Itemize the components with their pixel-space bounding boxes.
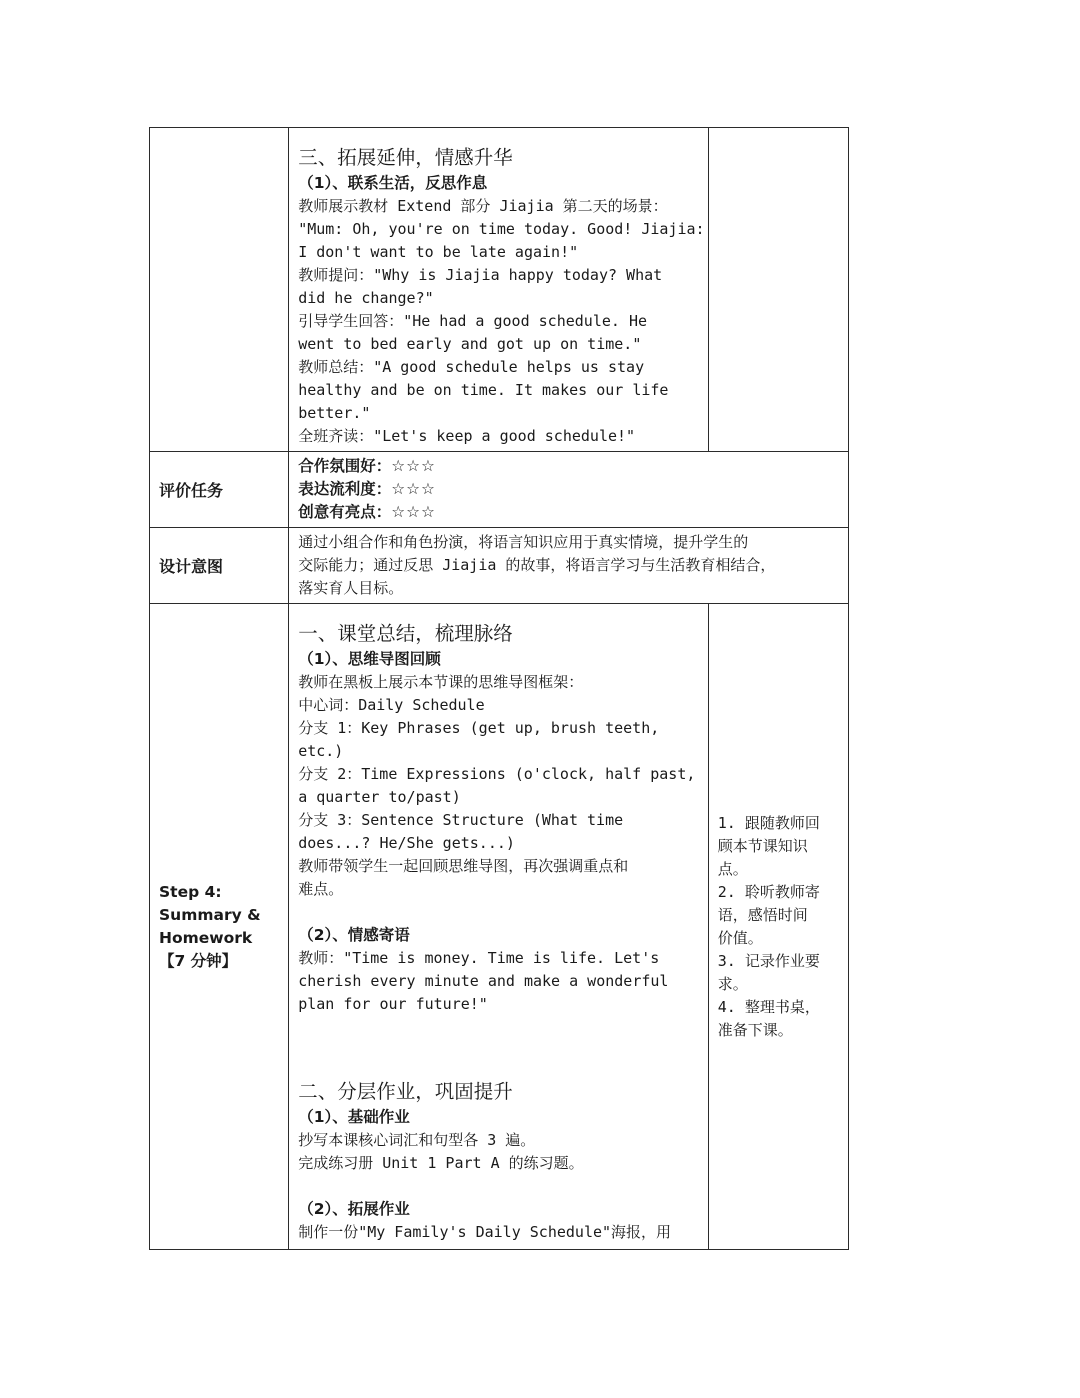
evaluation-item [298, 455, 840, 478]
text-line: a quarter to/past) [298, 788, 461, 806]
step-label-line: Step 4: [159, 882, 222, 901]
evaluation-row [150, 452, 849, 528]
evaluation-item [298, 478, 840, 501]
student-text-line: 顾本节课知识 [717, 836, 808, 855]
star-rating-icon: ☆☆☆ [391, 503, 436, 521]
step-label-line: 【7 分钟】 [159, 951, 238, 970]
evaluation-criterion: 创意有亮点： [298, 503, 392, 521]
text-line: 教师展示教材 Extend 部分 Jiajia 第二天的场景： [298, 197, 668, 215]
student-text-line: 点。 [717, 859, 748, 878]
text-line: plan for our future!" [298, 995, 488, 1013]
student-activity-text [709, 812, 848, 1042]
text-line: 中心词：Daily Schedule [298, 696, 485, 714]
text-line: 教师在黑板上展示本节课的思维导图框架： [298, 673, 584, 691]
evaluation-content-cell [289, 452, 849, 528]
step-activity-cell [289, 604, 709, 1250]
text-line: 分支 3：Sentence Structure (What time [298, 811, 624, 829]
empty-step-cell [150, 128, 289, 452]
extended-homework-subtitle: （2）、拓展作业 [298, 1200, 410, 1218]
student-text-line: 4. 整理书桌， [717, 997, 820, 1016]
text-line: 落实育人目标。 [298, 579, 404, 597]
text-line: 全班齐读："Let's keep a good schedule!" [298, 427, 636, 445]
text-line: 教师："Time is money. Time is life. Let's [298, 949, 660, 967]
homework-heading: 二、分层作业，巩固提升 [298, 1080, 513, 1103]
lesson-plan-table [149, 127, 849, 1250]
evaluation-criterion: 合作氛围好： [298, 457, 392, 475]
step-label [150, 881, 288, 973]
design-label: 设计意图 [159, 557, 224, 576]
student-text-line: 1. 跟随教师回 [717, 813, 820, 832]
design-text [289, 528, 848, 600]
basic-homework-text [298, 1129, 700, 1175]
text-line: 难点。 [298, 880, 344, 898]
step-label-line: Homework [159, 928, 253, 947]
text-line: "Mum: Oh, you're on time today. Good! Jiajia: [298, 220, 705, 238]
design-content-cell [289, 528, 849, 604]
text-line: 教师总结："A good schedule helps us stay [298, 358, 645, 376]
student-text-line: 价值。 [717, 928, 763, 947]
text-line: does...? He/She gets...) [298, 834, 515, 852]
design-row [150, 528, 849, 604]
step4-row [150, 604, 849, 1250]
step-label-line: Summary & [159, 905, 261, 924]
text-line: 教师带领学生一起回顾思维导图，再次强调重点和 [298, 857, 629, 875]
evaluation-criterion: 表达流利度： [298, 480, 392, 498]
message-subtitle: （2）、情感寄语 [298, 926, 410, 944]
student-text-line: 准备下课。 [717, 1020, 793, 1039]
star-rating-icon: ☆☆☆ [391, 457, 436, 475]
section-heading: 三、拓展延伸，情感升华 [298, 146, 513, 169]
student-activity-cell [708, 604, 848, 1250]
text-line: 完成练习册 Unit 1 Part A 的练习题。 [298, 1154, 584, 1172]
text-line: 交际能力；通过反思 Jiajia 的故事，将语言学习与生活教育相结合， [298, 556, 776, 574]
text-line: 通过小组合作和角色扮演，将语言知识应用于真实情境，提升学生的 [298, 533, 749, 551]
student-text-line: 求。 [717, 974, 748, 993]
text-line: 教师提问："Why is Jiajia happy today? What [298, 266, 663, 284]
summary-heading: 一、课堂总结，梳理脉络 [298, 622, 513, 645]
text-line: 抄写本课核心词汇和句型各 3 遍。 [298, 1131, 536, 1149]
extension-row [150, 128, 849, 452]
subsection-title: （1）、联系生活，反思作息 [298, 174, 488, 192]
design-label-cell [150, 528, 289, 604]
star-rating-icon: ☆☆☆ [391, 480, 436, 498]
basic-homework-subtitle: （1）、基础作业 [298, 1108, 410, 1126]
mindmap-text [298, 671, 700, 901]
activity-text [298, 195, 705, 448]
evaluation-items [289, 452, 848, 524]
text-line: healthy and be on time. It makes our life [298, 381, 669, 399]
extended-homework-text [298, 1221, 700, 1244]
student-text-line: 语，感悟时间 [717, 905, 808, 924]
student-text-line: 2. 聆听教师寄 [717, 882, 820, 901]
activity-cell [289, 128, 709, 452]
text-line: 制作一份"My Family's Daily Schedule"海报，用 [298, 1223, 672, 1241]
step-label-cell [150, 604, 289, 1250]
empty-student-cell [708, 128, 848, 452]
text-line: 引导学生回答："He had a good schedule. He [298, 312, 648, 330]
evaluation-label: 评价任务 [159, 481, 224, 500]
text-line: went to bed early and got up on time." [298, 335, 642, 353]
text-line: etc.) [298, 742, 344, 760]
message-text [298, 947, 700, 1016]
text-line: 分支 1：Key Phrases (get up, brush teeth, [298, 719, 660, 737]
text-line: cherish every minute and make a wonderful [298, 972, 669, 990]
text-line: I don't want to be late again!" [298, 243, 579, 261]
text-line: better." [298, 404, 371, 422]
text-line: 分支 2：Time Expressions (o'clock, half past, [298, 765, 696, 783]
mindmap-subtitle: （1）、思维导图回顾 [298, 650, 441, 668]
student-text-line: 3. 记录作业要 [717, 951, 820, 970]
text-line: did he change?" [298, 289, 434, 307]
evaluation-item [298, 501, 840, 524]
evaluation-label-cell [150, 452, 289, 528]
